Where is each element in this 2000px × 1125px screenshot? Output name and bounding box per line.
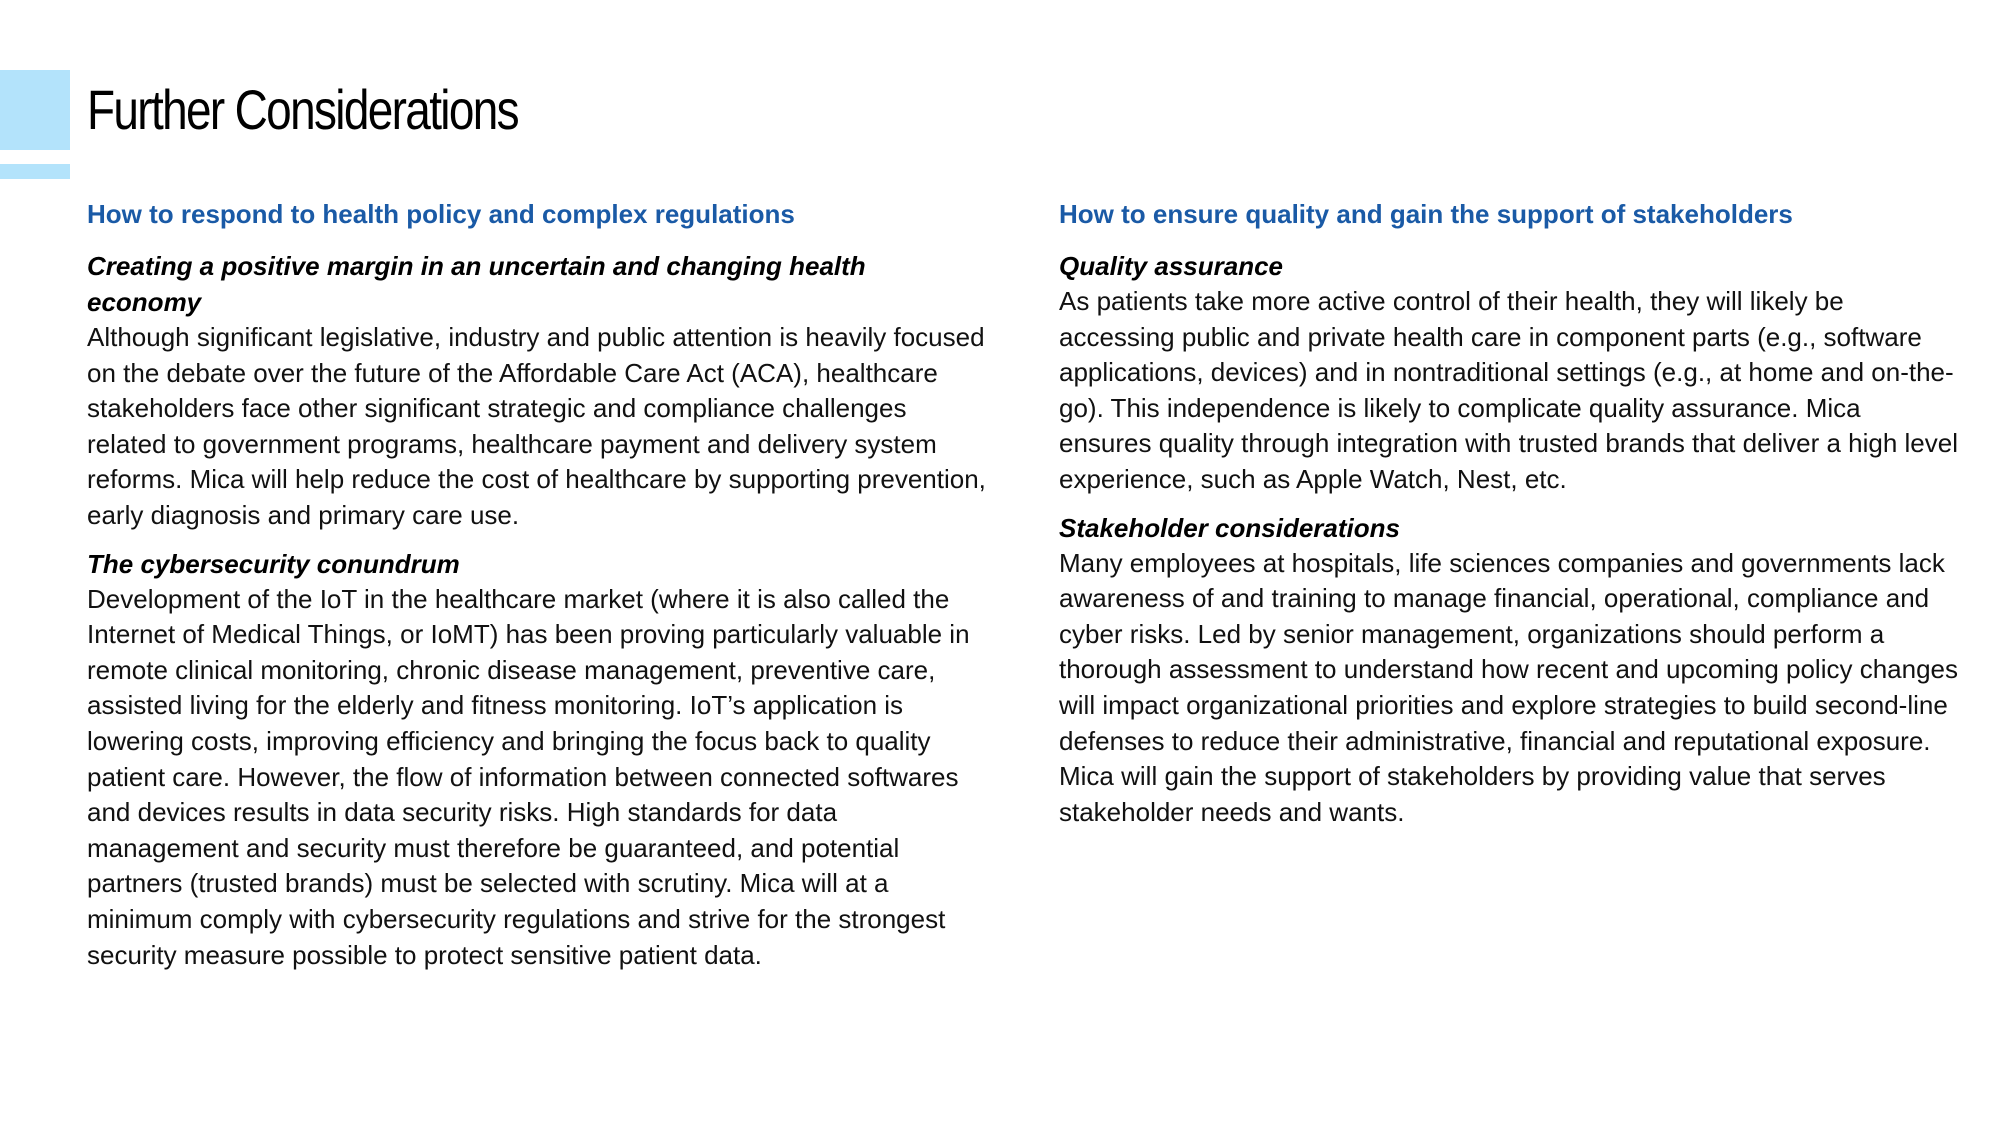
section-title: Stakeholder considerations: [1059, 512, 1400, 543]
right-column: [1059, 196, 1959, 842]
section-title: Creating a positive margin in an uncertain and changing health economy: [87, 251, 866, 317]
section-cybersecurity: [87, 546, 987, 974]
section-quality-assurance: [1059, 248, 1959, 498]
section-stakeholder-considerations: [1059, 510, 1959, 831]
section-positive-margin: [87, 248, 987, 534]
accent-strip: [0, 164, 70, 179]
section-title: Quality assurance: [1059, 251, 1283, 281]
right-column-heading: How to ensure quality and gain the support of stakeholders: [1059, 199, 1793, 229]
section-body: Development of the IoT in the healthcare market (where it is also called the Internet of Medical Things, or IoMT) has been proving particularly valuable in remote clinical monitoring, chronic disease management, preventive care, assisted living for the elderly and fitness monitoring. IoT’s application is lowering costs, improving efficiency and bringing the focus back to quality patient care. However, the flow of information between connected softwares and devices results in data security risks. High standards for data management and security must therefore be guaranteed, and potential partners (trusted brands) must be selected with scrutiny. Mica will at a minimum comply with cybersecurity regulations and strive for the strongest security measure possible to protect sensitive patient data.: [87, 583, 970, 970]
page-title: Further Considerations: [87, 78, 518, 141]
left-column: [87, 196, 987, 985]
left-column-heading: How to respond to health policy and complex regulations: [87, 199, 795, 229]
section-title: The cybersecurity conundrum: [87, 548, 460, 579]
section-body: Many employees at hospitals, life sciences companies and governments lack awareness of and training to manage financial, operational, compliance and cyber risks. Led by senior management, organizations should perform a thorough assessment to understand how recent and upcoming policy changes will impact organizational priorities and explore strategies to build second-line defenses to reduce their administrative, financial and reputational exposure. Mica will gain the support of stakeholders by providing value that serves stakeholder needs and wants.: [1059, 547, 1959, 827]
section-body: Although significant legislative, industry and public attention is heavily focused on the debate over the future of the Affordable Care Act (ACA), healthcare stakeholders face other significant strategic and compliance challenges related to government programs, healthcare payment and delivery system reforms. Mica will help reduce the cost of healthcare by supporting prevention, early diagnosis and primary care use.: [87, 322, 986, 530]
section-body: As patients take more active control of their health, they will likely be accessing public and private health care in component parts (e.g., software applications, devices) and in nontraditional settings (e.g., at home and on-the-go). This independence is likely to complicate quality assurance. Mica ensures quality through integration with trusted brands that deliver a high level experience, such as Apple Watch, Nest, etc.: [1059, 286, 1958, 494]
accent-block: [0, 70, 70, 150]
